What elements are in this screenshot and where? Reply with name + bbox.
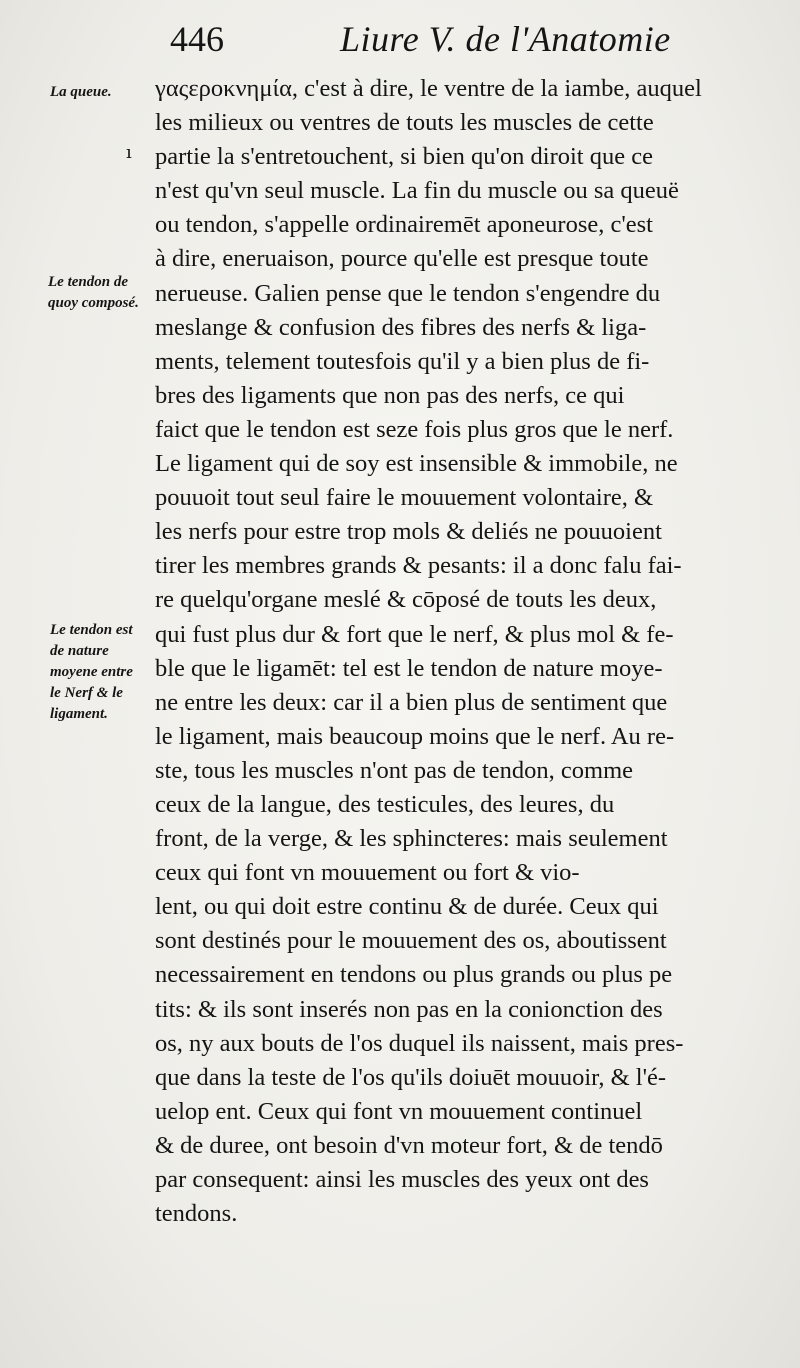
text-line: ceux qui font vn mouuement ou fort & vio- [155, 859, 580, 887]
text-line: uelop ent. Ceux qui font vn mouuement continuel [155, 1097, 643, 1125]
margin-note-line: ligament. [50, 706, 108, 722]
text-line: faict que le tendon est seze fois plus gros que le nerf. [155, 415, 674, 443]
text-line: front, de la verge, & les sphincteres: mais seulement [155, 825, 668, 853]
text-line: partie la s'entretouchent, si bien qu'on diroit que ce [155, 143, 653, 171]
text-line: sont destinés pour le mouuement des os, aboutissent [155, 927, 667, 955]
text-line: nerueuse. Galien pense que le tendon s'engendre du [155, 279, 661, 307]
margin-note-line: de nature [50, 643, 109, 659]
margin-notes [0, 0, 160, 1368]
text-line: ments, telement toutesfois qu'il y a bien plus de fi- [155, 347, 650, 375]
margin-note-line: le Nerf & le [50, 685, 123, 701]
text-line: les milieux ou ventres de touts les muscles de cette [155, 109, 654, 137]
margin-note-line: quoy composé. [48, 295, 139, 311]
margin-note-line: La queue. [50, 84, 112, 100]
text-line: tendons. [155, 1200, 238, 1228]
page-header [160, 18, 720, 68]
text-line: lent, ou qui doit estre continu & de durée. Ceux qui [155, 893, 659, 921]
text-line: les nerfs pour estre trop mols & deliés ne pouuoient [155, 518, 662, 546]
text-line: re quelqu'organe meslé & cōposé de touts les deux, [155, 586, 657, 614]
text-line: ne entre les deux: car il a bien plus de sentiment que [155, 688, 668, 716]
text-line: qui fust plus dur & fort que le nerf, & plus mol & fe- [155, 620, 674, 648]
text-line: à dire, eneruaison, pource qu'elle est presque toute [155, 245, 649, 273]
margin-note-line: moyene entre [50, 664, 133, 680]
text-line: γαςεροκνημία, c'est à dire, le ventre de la iambe, auquel [155, 75, 702, 102]
text-line: ble que le ligamēt: tel est le tendon de nature moye- [155, 654, 663, 682]
text-line: tits: & ils sont inserés non pas en la conionction des [155, 995, 663, 1023]
text-line: n'est qu'vn seul muscle. La fin du muscle ou sa queuë [155, 177, 679, 205]
margin-note-tendon-composition [48, 272, 156, 314]
text-line: & de duree, ont besoin d'vn moteur fort, & de tendō [155, 1131, 663, 1159]
page-number: 446 [170, 19, 224, 59]
text-line: meslange & confusion des fibres des nerfs & liga- [155, 313, 647, 341]
text-line: tirer les membres grands & pesants: il a donc falu fai- [155, 552, 682, 580]
text-line: ceux de la langue, des testicules, des leures, du [155, 790, 615, 818]
margin-note-queue [50, 82, 158, 103]
text-line: que dans la teste de l'os qu'ils doiuēt mouuoir, & l'é- [155, 1063, 667, 1091]
text-line: os, ny aux bouts de l'os duquel ils naissent, mais pres- [155, 1029, 684, 1057]
text-line: le ligament, mais beaucoup moins que le nerf. Au re- [155, 722, 675, 750]
margin-note-line: Le tendon est [50, 622, 133, 638]
stray-mark: ı [126, 142, 132, 163]
text-line: par consequent: ainsi les muscles des yeux ont des [155, 1166, 649, 1193]
text-line: Le ligament qui de soy est insensible & immobile, ne [155, 450, 678, 478]
text-line: bres des ligaments que non pas des nerfs, ce qui [155, 381, 625, 409]
margin-note-tendon-nature [50, 620, 158, 725]
running-head: Liure V. de l'Anatomie [340, 19, 671, 59]
text-line: ou tendon, s'appelle ordinairemēt aponeurose, c'est [155, 211, 653, 239]
text-line: pouuoit tout seul faire le mouuement volontaire, & [155, 484, 654, 512]
text-line: ste, tous les muscles n'ont pas de tendon, comme [155, 756, 634, 784]
body-text [155, 72, 745, 1231]
text-line: necessairement en tendons ou plus grands ou plus pe [155, 961, 673, 989]
margin-note-line: Le tendon de [48, 274, 128, 290]
